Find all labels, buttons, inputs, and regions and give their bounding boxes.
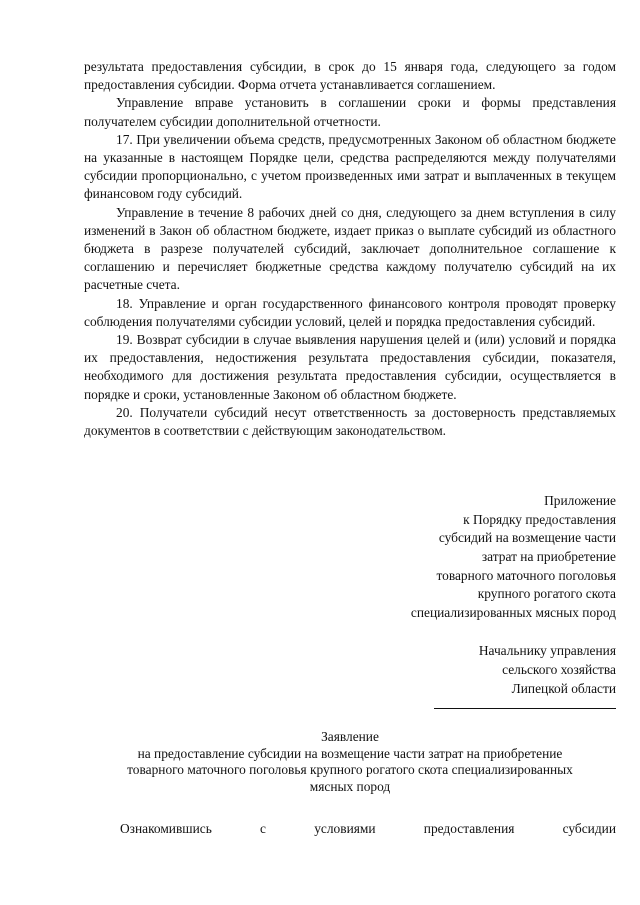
appendix-line: Приложение [544, 493, 616, 509]
addressee-line: Липецкой области [511, 680, 616, 696]
appendix-line: к Порядку предоставления [463, 511, 616, 527]
appendix-line: крупного рогатого скота [477, 586, 616, 602]
appendix-line: товарного маточного поголовья [436, 567, 616, 583]
paragraph-20: 20. Получатели субсидий несут ответственность за достоверность представляемых документов в соответствии с действующим законодательством. [84, 404, 616, 439]
applicant-blank-line [434, 698, 616, 709]
addressee-line: сельского хозяйства [502, 662, 616, 678]
document-page [84, 58, 616, 838]
addressee-line: Начальнику управления [478, 643, 616, 659]
appendix-line: затрат на приобретение [481, 549, 616, 565]
paragraph-19: 19. Возврат субсидии в случае выявления нарушения целей и (или) условий и порядка их предоставления, недостижения результата предоставления субсидии, показателя, необходимого для достижения результата предоставления субсидии, осуществляется в порядке и сроки, установленные Законом об областном бюджете. [84, 332, 616, 402]
appendix-line: специализированных мясных пород [410, 604, 616, 620]
statement-heading [84, 729, 616, 795]
paragraph-additional-reporting: Управление вправе установить в соглашении сроки и формы представления получателем субсидии дополнительной отчетности. [84, 95, 616, 129]
appendix-header [84, 492, 616, 622]
statement-subtitle-line: мясных пород [309, 778, 391, 794]
statement-subtitle-line: на предоставление субсидии на возмещение части затрат на приобретение [137, 745, 563, 761]
statement-title: Заявление [321, 729, 379, 745]
paragraph-18: 18. Управление и орган государственного финансового контроля проводят проверку соблюдения получателями субсидии условий, целей и порядка предоставления субсидий. [84, 295, 616, 329]
appendix-line: субсидий на возмещение части [438, 530, 616, 546]
addressee-block [84, 642, 616, 709]
statement-subtitle-line: товарного маточного поголовья крупного рогатого скота специализированных [127, 762, 573, 778]
paragraph-17: 17. При увеличении объема средств, предусмотренных Законом об областном бюджете на указанные в настоящем Порядке цели, средства распределяются между получателями субсидии пропорционально, с учетом произведенных ими затрат и выплаченных в текущем финансовом году субсидий. [84, 131, 616, 202]
paragraph-report-deadline: результата предоставления субсидии, в срок до 15 января года, следующего за годом предоставления субсидии. Форма отчета устанавливается соглашением. [84, 59, 616, 93]
paragraph-order-issuance: Управление в течение 8 рабочих дней со дня, следующего за днем вступления в силу изменений в Закон об областном бюджете, издает приказ о выплате субсидий из областного бюджета в разрезе получателей субсидий, заключает дополнительное соглашение к соглашению и перечисляет бюджетные средства каждому получателю субсидий на их расчетные счета. [84, 204, 616, 293]
statement-opening-line: Ознакомившись с условиями предоставления субсидии [120, 820, 616, 836]
